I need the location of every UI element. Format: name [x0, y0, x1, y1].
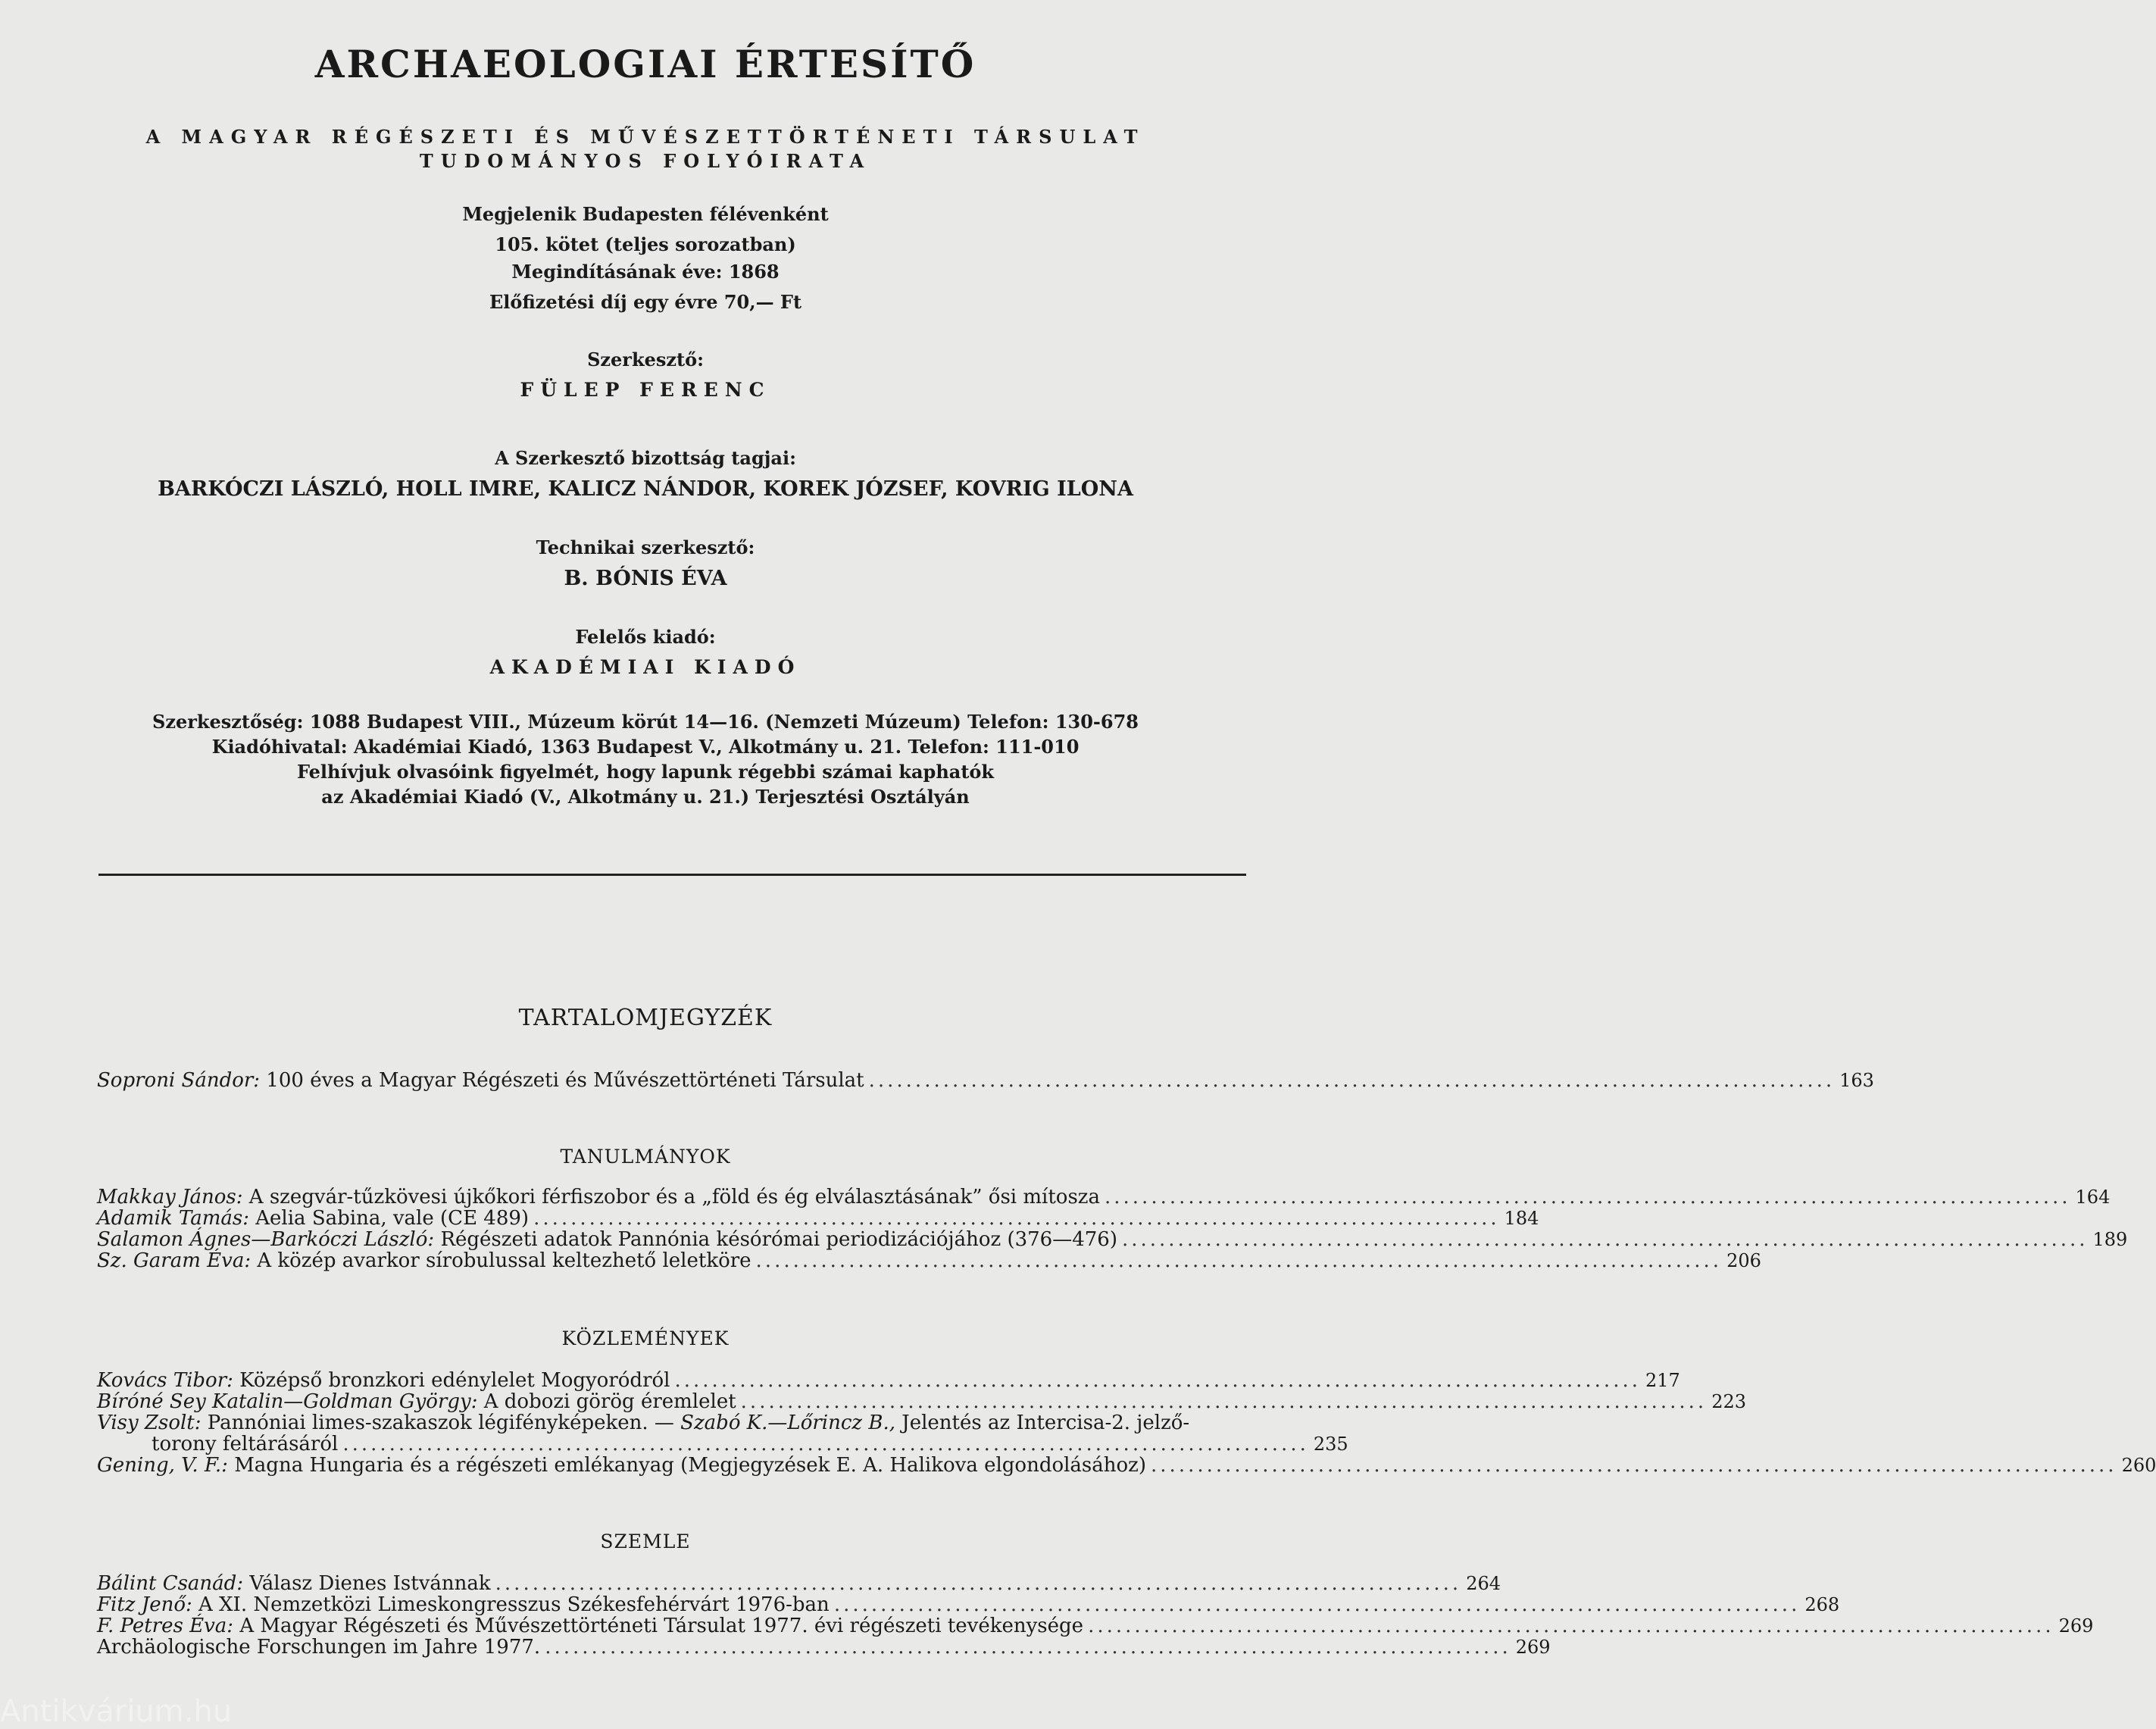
- address-line-4: az Akadémiai Kiadó (V., Alkotmány u. 21.) Terjesztési Osztályán: [321, 786, 970, 808]
- editor-label: Szerkesztő:: [587, 349, 704, 370]
- toc-entry[interactable]: [97, 1186, 2111, 1208]
- toc-title: Magna Hungaria és a régészeti emlékanyag (Megjegyzések E. A. Halikova elgondolásához): [234, 1454, 1147, 1477]
- toc-page: 217: [1645, 1370, 1680, 1391]
- editor-name: FÜLEP FERENC: [520, 379, 771, 401]
- toc-title: Középső bronzkori edénylelet Mogyoródról: [239, 1369, 670, 1392]
- toc-page: 163: [1839, 1070, 1874, 1091]
- toc-heading: TARTALOMJEGYZÉK: [518, 1005, 773, 1031]
- toc-leader-dots: ........................................................................................................: [533, 1207, 1500, 1230]
- toc-page: 206: [1726, 1250, 1761, 1271]
- publication-frequency: Megjelenik Budapesten félévenként: [462, 203, 829, 225]
- address-line-1: Szerkesztőség: 1088 Budapest VIII., Múzeum körút 14—16. (Nemzeti Múzeum) Telefon: 130-678: [152, 711, 1139, 733]
- toc-entry[interactable]: [97, 1454, 2156, 1477]
- toc-title: Régészeti adatok Pannónia késórómai periodizációjához (376—476): [440, 1228, 1117, 1251]
- toc-title: A Magyar Régészeti és Művészettörténeti Társulat 1977. évi régészeti tevékenysége: [239, 1615, 1084, 1637]
- tech-editor-label: Technikai szerkesztő:: [536, 536, 755, 558]
- toc-entry[interactable]: [97, 1207, 1539, 1230]
- toc-page: 235: [1313, 1434, 1348, 1455]
- toc-author: Sz. Garam Éva:: [97, 1249, 252, 1272]
- toc-author: Bíróné Sey Katalin—Goldman György:: [97, 1390, 478, 1413]
- toc-leader-dots: ........................................................................................................: [1121, 1228, 2089, 1251]
- toc-entry[interactable]: [97, 1228, 2128, 1251]
- toc-page: 260: [2121, 1455, 2156, 1476]
- toc-title: Válasz Dienes Istvánnak: [249, 1572, 491, 1595]
- toc-page: 184: [1504, 1208, 1539, 1229]
- toc-entry[interactable]: [97, 1369, 1680, 1392]
- toc-leader-dots: ........................................................................................................: [342, 1433, 1309, 1455]
- toc-leader-dots: ........................................................................................................: [495, 1572, 1462, 1595]
- publisher-label: Felelős kiadó:: [575, 626, 716, 648]
- board-names: BARKÓCZI LÁSZLÓ, HOLL IMRE, KALICZ NÁNDOR, KOREK JÓZSEF, KOVRIG ILONA: [158, 477, 1133, 501]
- toc-page: 223: [1711, 1391, 1747, 1412]
- toc-author: Makkay János:: [97, 1186, 243, 1208]
- publisher-name: AKADÉMIAI KIADÓ: [489, 656, 801, 678]
- founding-year: Megindításának éve: 1868: [511, 261, 780, 283]
- section-heading-tanulmanyok: TANULMÁNYOK: [560, 1146, 731, 1168]
- toc-leader-dots: ........................................................................................................: [1151, 1454, 2117, 1477]
- toc-page: 164: [2075, 1187, 2111, 1208]
- toc-entry[interactable]: [97, 1636, 1551, 1659]
- toc-entry[interactable]: [97, 1593, 1840, 1616]
- toc-page: 264: [1466, 1573, 1501, 1594]
- toc-entry[interactable]: [97, 1615, 2094, 1637]
- toc-leader-dots: ........................................................................................................: [1105, 1186, 2071, 1208]
- toc-title: Pannóniai limes-szakaszok légifényképeken. —: [207, 1412, 674, 1434]
- toc-entry[interactable]: [97, 1572, 1501, 1595]
- toc-title: A közép avarkor sírobulussal keltezhető leletköre: [257, 1249, 751, 1272]
- toc-author: Fitz Jenő:: [97, 1593, 192, 1616]
- toc-leader-dots: ........................................................................................................: [740, 1390, 1708, 1413]
- toc-title: Archäologische Forschungen im Jahre 1977.: [97, 1636, 541, 1659]
- toc-page: 269: [2058, 1615, 2094, 1637]
- toc-title: 100 éves a Magyar Régészeti és Művészettörténeti Társulat: [266, 1069, 864, 1092]
- journal-subtitle-line2: TUDOMÁNYOS FOLYÓIRATA: [419, 150, 872, 172]
- toc-leader-dots: ........................................................................................................: [1088, 1615, 2054, 1637]
- toc-author-2: Szabó K.—Lőrincz B.,: [680, 1412, 896, 1434]
- toc-title: A dobozi görög éremlelet: [483, 1390, 736, 1413]
- board-label: A Szerkesztő bizottság tagjai:: [495, 447, 796, 469]
- toc-title-cont: torony feltárásáról: [152, 1433, 339, 1455]
- toc-author: Adamik Tamás:: [97, 1207, 249, 1230]
- toc-entry-intro[interactable]: [97, 1069, 1874, 1092]
- toc-leader-dots: ........................................................................................................: [545, 1636, 1511, 1659]
- toc-author: Salamon Ágnes—Barkóczi László:: [97, 1228, 435, 1251]
- toc-leader-dots: ........................................................................................................: [868, 1069, 1836, 1092]
- journal-title: ARCHAEOLOGIAI ÉRTESÍTŐ: [314, 42, 976, 86]
- toc-author: F. Petres Éva:: [97, 1615, 234, 1637]
- toc-title: Aelia Sabina, vale (CE 489): [255, 1207, 530, 1230]
- toc-entry-continuation[interactable]: [152, 1433, 1348, 1455]
- tech-editor-name: B. BÓNIS ÉVA: [564, 567, 727, 590]
- toc-author: Gening, V. F.:: [97, 1454, 228, 1477]
- journal-subtitle-line1: A MAGYAR RÉGÉSZETI ÉS MŰVÉSZETTÖRTÉNETI TÁRSULAT: [145, 126, 1145, 148]
- section-heading-szemle: SZEMLE: [600, 1530, 691, 1552]
- toc-author: Bálint Csanád:: [97, 1572, 244, 1595]
- horizontal-divider: [98, 874, 1246, 876]
- toc-entry[interactable]: [97, 1249, 1761, 1272]
- toc-page: 268: [1804, 1594, 1840, 1615]
- section-heading-kozlemenyek: KÖZLEMÉNYEK: [561, 1327, 730, 1349]
- toc-entry-multiline[interactable]: [97, 1412, 1203, 1434]
- toc-title: A XI. Nemzetközi Limeskongresszus Székesfehérvárt 1976-ban: [198, 1593, 830, 1616]
- toc-entry[interactable]: [97, 1390, 1747, 1413]
- toc-author: Kovács Tibor:: [97, 1369, 233, 1392]
- watermark: Antikvárium.hu: [0, 1694, 233, 1729]
- toc-author: Soproni Sándor:: [97, 1069, 261, 1092]
- volume-info: 105. kötet (teljes sorozatban): [495, 233, 796, 255]
- toc-page: 269: [1515, 1637, 1551, 1658]
- toc-page: 189: [2092, 1229, 2128, 1250]
- address-line-3: Felhívjuk olvasóink figyelmét, hogy lapunk régebbi számai kaphatók: [296, 761, 995, 783]
- toc-leader-dots: ........................................................................................................: [833, 1593, 1801, 1616]
- subscription-fee: Előfizetési díj egy évre 70,— Ft: [489, 291, 802, 313]
- toc-title: A szegvár-tűzkövesi újkőkori férfiszobor és a „föld és ég elválasztásának” ősi mítosza: [248, 1186, 1100, 1208]
- toc-leader-dots: ........................................................................................................: [755, 1249, 1723, 1272]
- toc-title-cont: Jelentés az Intercisa-2. jelző-: [901, 1412, 1190, 1434]
- toc-leader-dots: ........................................................................................................: [674, 1369, 1641, 1392]
- toc-author: Visy Zsolt:: [97, 1412, 202, 1434]
- address-line-2: Kiadóhivatal: Akadémiai Kiadó, 1363 Budapest V., Alkotmány u. 21. Telefon: 111-010: [211, 736, 1080, 758]
